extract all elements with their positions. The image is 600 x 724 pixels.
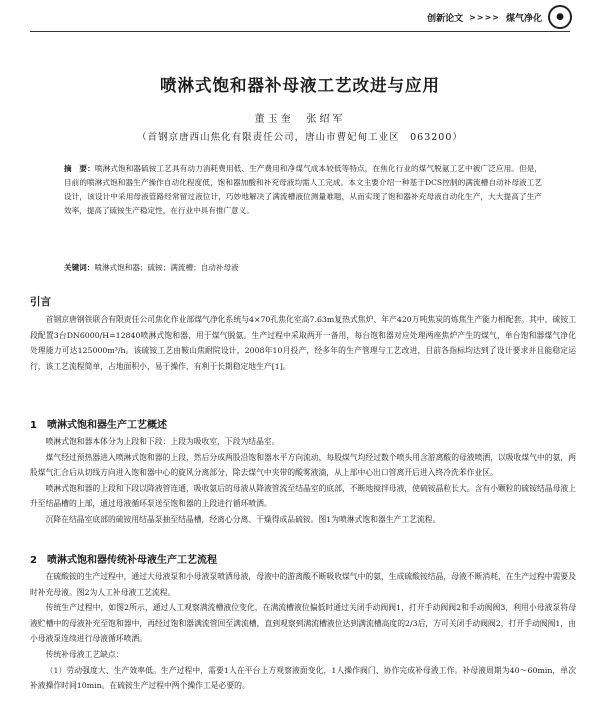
intro-heading: 引言: [30, 296, 51, 308]
journal-badge-icon: ●: [548, 5, 572, 29]
paper-title: 喷淋式饱和器补母液工艺改进与应用: [160, 76, 440, 95]
keywords-label: 关键词：: [64, 263, 95, 272]
header-divider: [30, 31, 570, 32]
abstract: [64, 162, 542, 218]
paragraph: 传统生产过程中，如图2所示，通过人工观察满流槽液位变化，在满流槽液位偏低时通过关闭手动阀阀1，打开手动阀阀2和手动阀阀3，利用小母液泵将母液贮槽中的母液补充至饱和器中，再经过饱和器满流管回至满流槽，直到观察到满流槽液位达到满流槽高度的2/3后，方可关闭手动阀阀2，打开手动阀阀1，由小母液泵连续进行母液循环喷洒。: [30, 603, 576, 644]
keywords-text: 喷淋式饱和器；硫铵；满流槽；自动补母液: [94, 263, 239, 272]
header-arrows: >>>>: [469, 12, 500, 22]
paragraph: 在硫酸铵的生产过程中，通过大母液泵和小母液泵喷洒母液，母液中的游离酸不断吸收煤气中的氨，生成硫酸铵结晶，母液不断消耗，在生产过程中需要及时补充母液。图2为人工补母液工艺流程。: [30, 572, 576, 597]
paragraph: 沉降在结晶室底部的硫铵用结晶泵抽至结晶槽，经离心分离、干燥得成品硫铵。图1为喷淋式饱和器生产工艺流程。: [45, 514, 441, 524]
section-1-heading: 1 喷淋式饱和器生产工艺概述: [30, 420, 167, 431]
paragraph: 传统补母液工艺缺点：: [45, 649, 124, 659]
keywords: [64, 262, 542, 274]
abstract-label: 摘 要：: [64, 164, 95, 173]
paragraph: 煤气经过预热器进入喷淋式饱和器的上段，然后分成两股沿饱和器水平方向流动，每股煤气均经过数个喷头用含游离酸的母液喷洒，以吸收煤气中的氨，两股煤气汇合后从切线方向进入饱和器中心的旋风分离部分，除去煤气中夹带的酸雾液滴，从上部中心出口管离开后进入终冷洗苯作业区。: [30, 452, 576, 478]
paragraph: 喷淋式饱和器本体分为上段和下段：上段为吸收室，下段为结晶室。: [45, 437, 280, 446]
paragraph: （1）劳动强度大、生产效率低。生产过程中，需要1人在平台上方观察液面变化，1人操作阀门、协作完成补母液工作。补母液周期为40～60min，单次补液操作时间10min。在硫铵生产过程中两个操作工是必要的。: [30, 665, 576, 691]
authors: 董玉奎 张绍军: [254, 114, 346, 125]
section-2-heading: 2 喷淋式饱和器传统补母液生产工艺流程: [30, 555, 217, 566]
paragraph: 喷淋式饱和器的上段和下段以降液管连通，吸收氨后的母液从降液管流至结晶室的底部，不断地搅拌母液，使硫铵晶粒长大。含有小颗粒的硫铵结晶母液上升至结晶槽的上部，通过母液循环泵送至饱和器的上段进行循环喷洒。: [30, 483, 576, 509]
section-1-body: [30, 434, 576, 528]
running-header: [427, 6, 572, 28]
paragraph: 首钢京唐钢铁联合有限责任公司焦化作业部煤气净化系统与4×70孔焦化室高7.63m复热式焦炉、年产420万吨焦炭的炼焦生产能力相配套。其中，硫铵工段配置3台DN6000/H=12840喷淋式饱和器，用于煤气脱氨。生产过程中采取两开一备用，每台饱和器对应处理两座焦炉产生的煤气，单台饱和器煤气净化处理能力可达125000m³/h。该硫铵工艺由鞍山焦耐院设计，2008年10月投产，经多年的生产管理与工艺改进，目前各指标均达到了设计要求并且能稳定运行，该工艺流程简单，占地面积小，易于操作，有利于长期稳定地生产[1]。: [30, 315, 576, 371]
header-tag: 煤气净化: [505, 13, 542, 24]
section-2-body: [30, 569, 576, 694]
intro-body: [30, 312, 576, 374]
affiliation: （首钢京唐西山焦化有限责任公司，唐山市曹妃甸工业区 063200）: [137, 132, 463, 143]
header-section: 创新论文: [427, 13, 464, 24]
abstract-text: 喷淋式饱和器硫铵工艺具有动力消耗费用低、生产费用和净煤气成本较低等特点，在焦化行业的煤气脱氨工艺中被广泛应用。但是，目前的喷淋式饱和器生产操作自动化程度低，饱和器加酸和补充母液均需人工完成。本文主要介绍一种基于DCS控制的满流槽自动补母液工艺设计，该设计中采用母液管路经常留过液位计，巧妙地解决了满流槽液位测量难题，从而实现了饱和器补充母液自动化生产，大大提高了生产效率，提高了硫铵生产稳定性，在行业中具有推广意义。: [64, 164, 543, 215]
